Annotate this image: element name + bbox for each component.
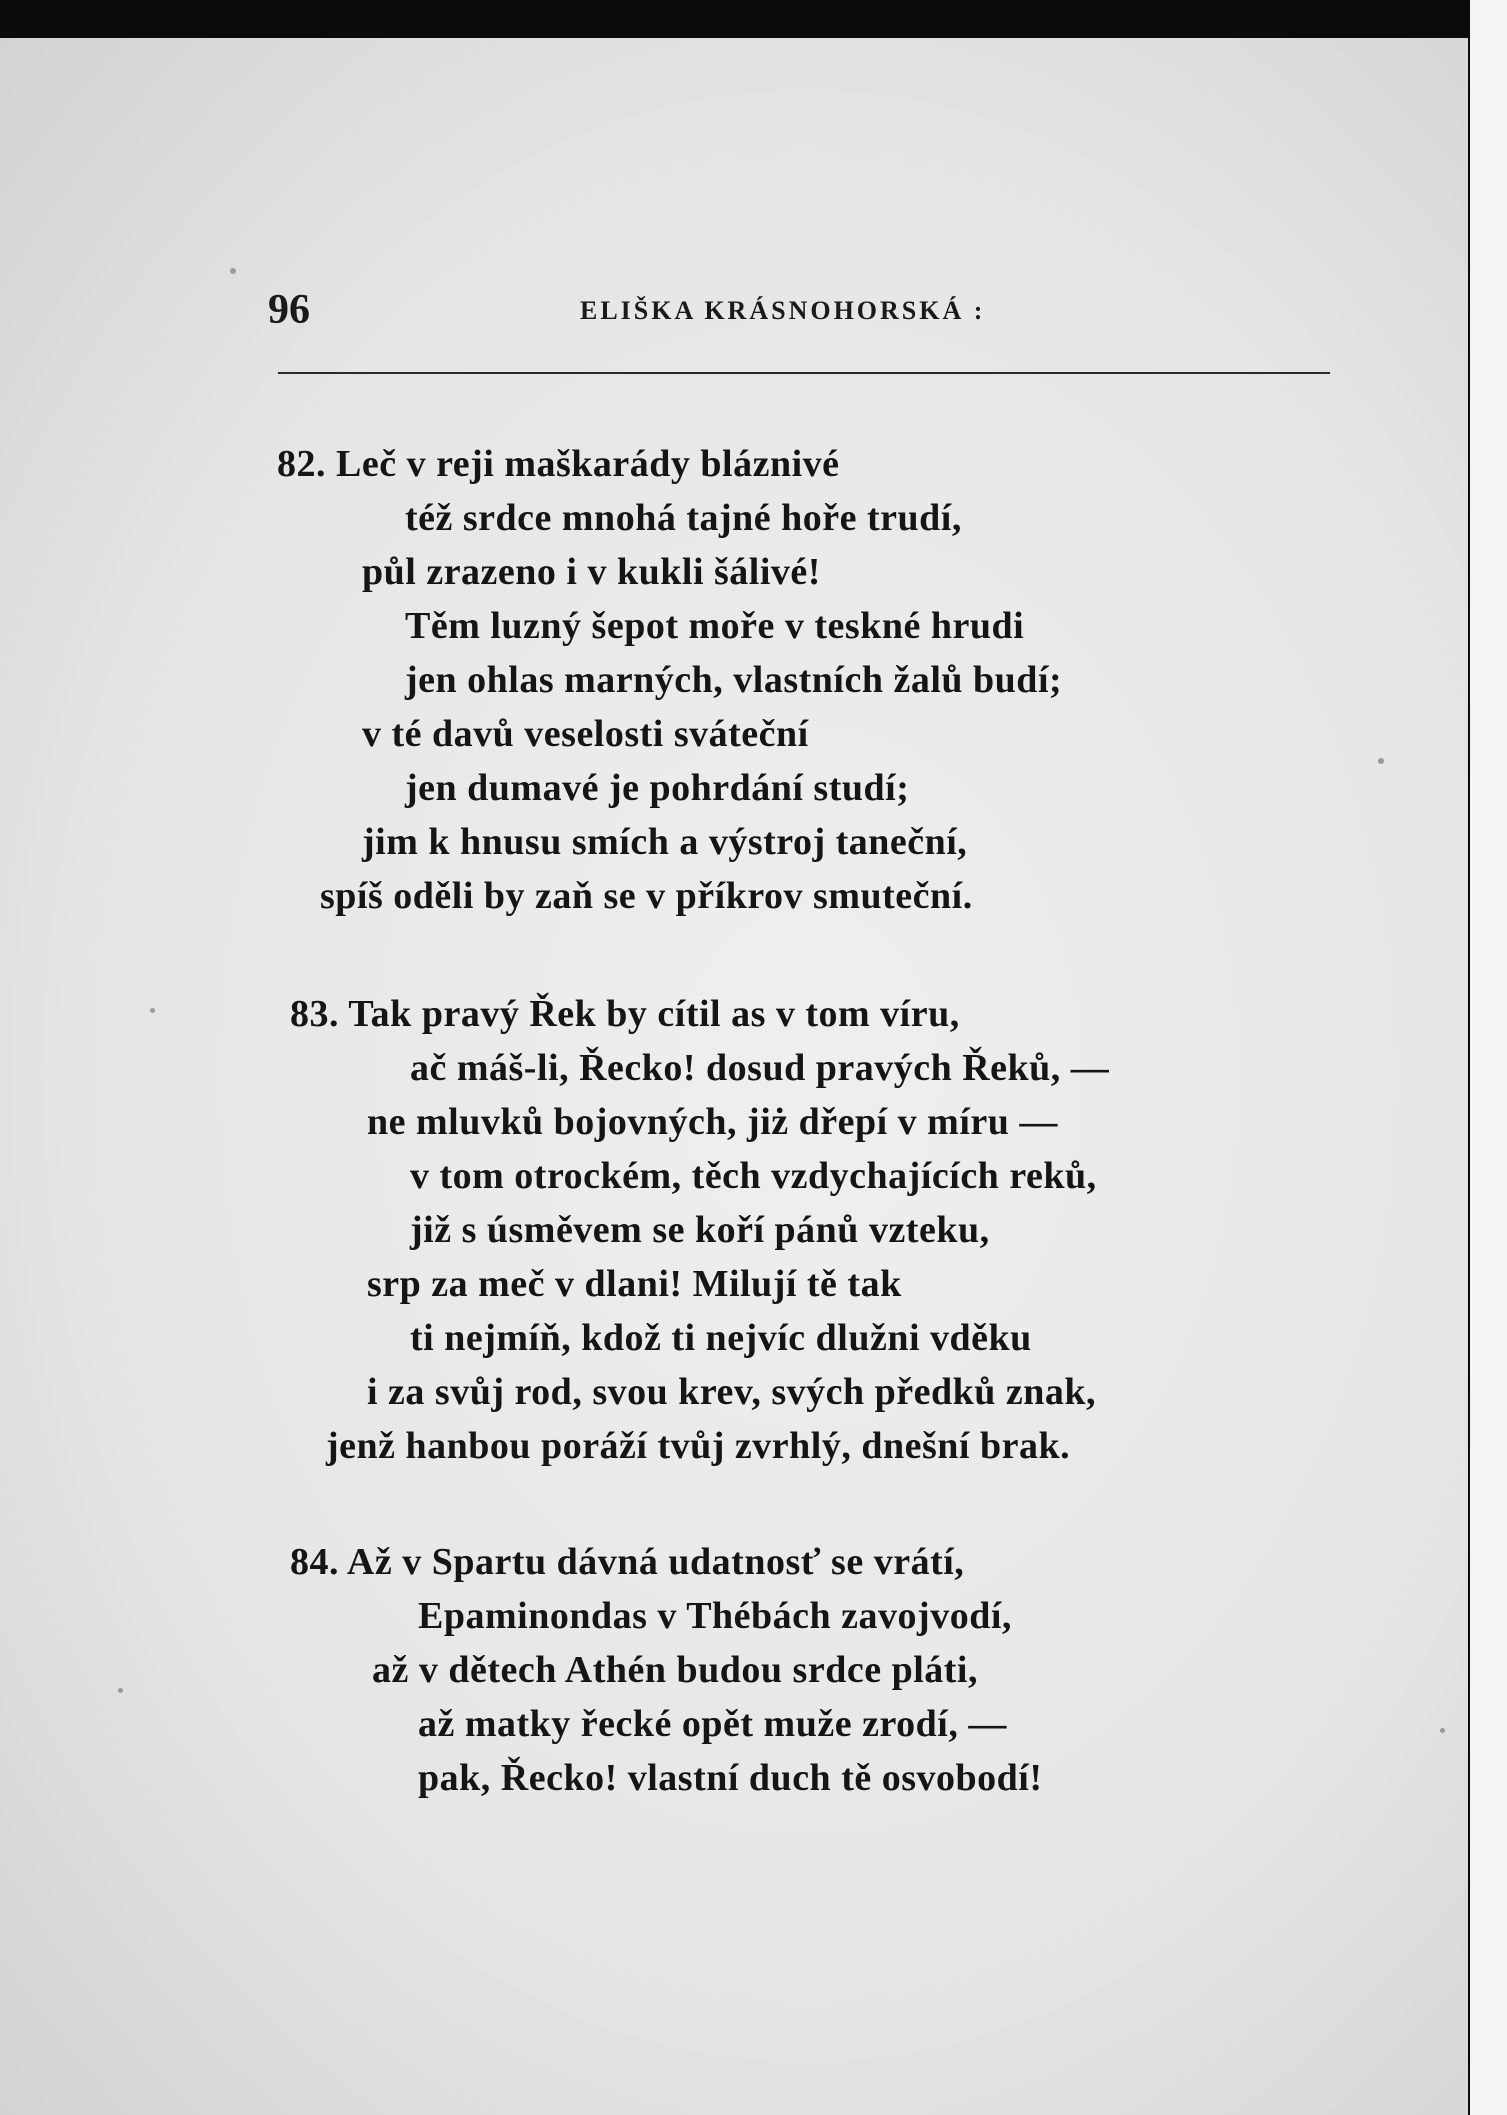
verse-line: pak, Řecko! vlastní duch tě osvobodí!	[418, 1757, 1043, 1799]
stanza-number: 83.	[290, 993, 339, 1035]
verse-line: též srdce mnohá tajné hoře trudí,	[405, 497, 962, 539]
verse-line: ač máš-li, Řecko! dosud pravých Řeků, —	[410, 1047, 1110, 1089]
verse-line: jen ohlas marných, vlastních žalů budí;	[405, 659, 1063, 701]
verse-line: až matky řecké opět muže zrodí, —	[418, 1703, 1007, 1745]
verse-line: spíš oděli by zaň se v příkrov smuteční.	[320, 875, 973, 917]
ink-speck	[118, 1688, 123, 1693]
verse-line: půl zrazeno i v kukli šálivé!	[362, 551, 821, 593]
verse-line: 84. Až v Spartu dávná udatnosť se vrátí,	[290, 1541, 965, 1583]
ink-speck	[230, 268, 236, 274]
verse-line: v té davů veselosti sváteční	[362, 713, 809, 755]
verse-line: ti nejmíň, kdož ti nejvíc dlužni vděku	[410, 1317, 1032, 1359]
page-header	[268, 278, 1333, 340]
verse-line: jenž hanbou poráží tvůj zvrhlý, dnešní brak.	[326, 1425, 1071, 1467]
header-rule	[278, 372, 1330, 374]
verse-line: 83. Tak pravý Řek by cítil as v tom víru,	[290, 993, 960, 1035]
verse-line: i za svůj rod, svou krev, svých předků znak,	[367, 1371, 1097, 1413]
verse-line: Těm luzný šepot moře v teskné hrudi	[405, 605, 1025, 647]
verse-line: Epaminondas v Thébách zavojvodí,	[418, 1595, 1012, 1637]
verse-line: jen dumavé je pohrdání studí;	[405, 767, 910, 809]
verse-line: v tom otrockém, těch vzdychajících reků,	[410, 1155, 1097, 1197]
verse-line: až v dětech Athén budou srdce pláti,	[372, 1649, 978, 1691]
ink-speck	[150, 1008, 155, 1013]
ink-speck	[1378, 758, 1384, 764]
verse-line: 82. Leč v reji maškarády bláznivé	[277, 443, 840, 485]
ink-speck	[1440, 1728, 1445, 1733]
verse-line: jim k hnusu smích a výstroj taneční,	[362, 821, 968, 863]
running-head: ELIŠKA KRÁSNOHORSKÁ :	[580, 296, 986, 325]
verse-line: již s úsměvem se koří pánů vzteku,	[410, 1209, 990, 1251]
page-number: 96	[268, 287, 310, 333]
stanza-number: 82.	[277, 443, 326, 485]
adjacent-page-edge	[1470, 0, 1507, 2115]
verse-line: srp za meč v dlani! Milují tě tak	[367, 1263, 902, 1305]
stanza-number: 84.	[290, 1541, 339, 1583]
verse-line: ne mluvků bojovných, jiż dřepí v míru —	[367, 1101, 1058, 1143]
